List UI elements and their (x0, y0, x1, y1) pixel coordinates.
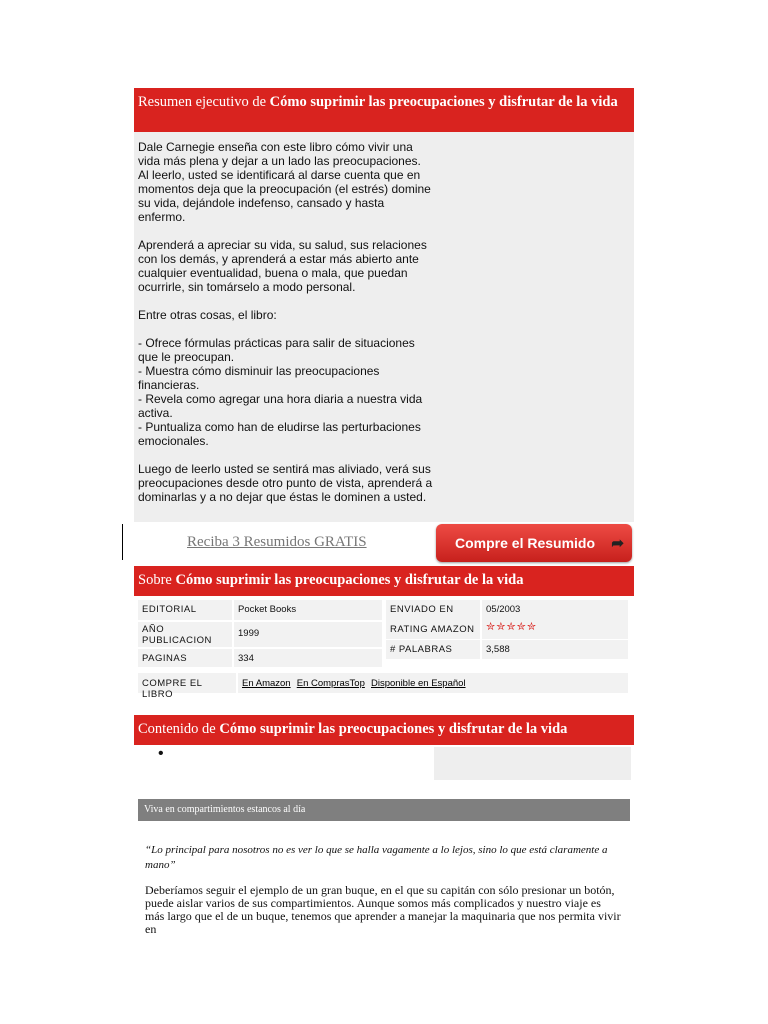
words-label: # PALABRAS (386, 640, 480, 659)
free-summaries-link[interactable]: Reciba 3 Resumidos GRATIS (187, 534, 367, 550)
buy-book-links (238, 673, 628, 693)
rating-stars (482, 620, 628, 639)
pages-value: 334 (234, 649, 382, 667)
content-header (134, 715, 634, 745)
sent-value: 05/2003 (482, 600, 628, 620)
editorial-label: EDITORIAL (138, 600, 232, 620)
summary-header-prefix: Resumen ejecutivo de (138, 94, 267, 110)
summary-list-item: - Ofrece fórmulas prácticas para salir de situaciones que le preocupan. (138, 336, 415, 364)
section-title-bar: Viva en compartimientos estancos al día (138, 799, 630, 821)
summary-paragraph: Aprenderá a apreciar su vida, su salud, sus relaciones con los demás, y aprenderá a estar más abierto ante cualquier eventualidad, buena o mala, que puedan ocurrirle, sin tomárselo a modo personal. (138, 238, 427, 294)
section-body-text: Deberíamos seguir el ejemplo de un gran buque, en el que su capitán con sólo presionar un botón, puede aislar varios de sus compartimientos. Aunque somos más complicados y nuestro viaje es más largo que el de un buque, tenemos que aprender a manejar la maquinaria que nos permita vivir en (145, 883, 621, 936)
star-icon: ✮ (526, 621, 538, 633)
comprastop-link[interactable]: En ComprasTop (296, 678, 365, 689)
content-side-box (434, 747, 631, 780)
star-icon: ✮ (506, 621, 517, 633)
words-value: 3,588 (482, 640, 628, 659)
text-cursor (122, 524, 123, 560)
sent-label: ENVIADO EN (386, 600, 480, 620)
year-label (138, 622, 232, 647)
summary-list-item: - Revela como agregar una hora diaria a nuestra vida activa. (138, 392, 423, 420)
buy-book-label: COMPRE EL LIBRO (138, 673, 236, 693)
arrow-right-icon: ➦ (611, 535, 624, 552)
summary-panel (134, 132, 634, 522)
summary-paragraph: Dale Carnegie enseña con este libro cómo vivir una vida más plena y dejar a un lado las preocupaciones. Al leerlo, usted se identificará al darse cuenta que en momentos deja que la preocupación (el estrés) domine su vida, dejándole indefenso, cansado y hasta enfermo. (138, 140, 431, 224)
summary-paragraph: Luego de leerlo usted se sentirá mas aliviado, verá sus preocupaciones desde otro punto de vista, aprenderá a dominarlas y a no dejar que éstas le dominen a usted. (138, 462, 433, 504)
content-header-title: Cómo suprimir las preocupaciones y disfrutar de la vida (219, 721, 568, 737)
star-icon: ✮ (496, 621, 507, 633)
summary-list-item: - Muestra cómo disminuir las preocupaciones financieras. (138, 364, 380, 392)
summary-list-item: - Puntualiza como han de eludirse las perturbaciones emocionales. (138, 420, 421, 448)
star-icon: ✮ (486, 621, 497, 633)
content-header-prefix: Contenido de (138, 721, 216, 737)
pages-label: PAGINAS (138, 649, 232, 667)
year-label-line2: PUBLICACION (142, 635, 212, 646)
amazon-link[interactable]: En Amazon (242, 678, 291, 689)
summary-header (134, 88, 634, 132)
list-bullet: • (158, 745, 164, 762)
year-label-line1: AÑO (142, 624, 165, 635)
about-header (134, 566, 634, 596)
spanish-edition-link[interactable]: Disponible en Español (371, 678, 466, 689)
rating-label: RATING AMAZON (386, 620, 480, 639)
section-quote: “Lo principal para nosotros no es ver lo que se halla vagamente a lo lejos, sino lo que está claramente a mano” (145, 844, 608, 871)
buy-summary-label: Compre el Resumido (455, 535, 596, 551)
star-icon: ✮ (516, 621, 527, 633)
editorial-value: Pocket Books (234, 600, 382, 620)
summary-header-title: Cómo suprimir las preocupaciones y disfrutar de la vida (269, 94, 618, 110)
summary-paragraph: Entre otras cosas, el libro: (138, 308, 277, 322)
about-header-title: Cómo suprimir las preocupaciones y disfrutar de la vida (175, 572, 524, 588)
about-header-prefix: Sobre (138, 572, 172, 588)
year-value: 1999 (234, 622, 382, 647)
buy-summary-button[interactable] (436, 524, 632, 562)
